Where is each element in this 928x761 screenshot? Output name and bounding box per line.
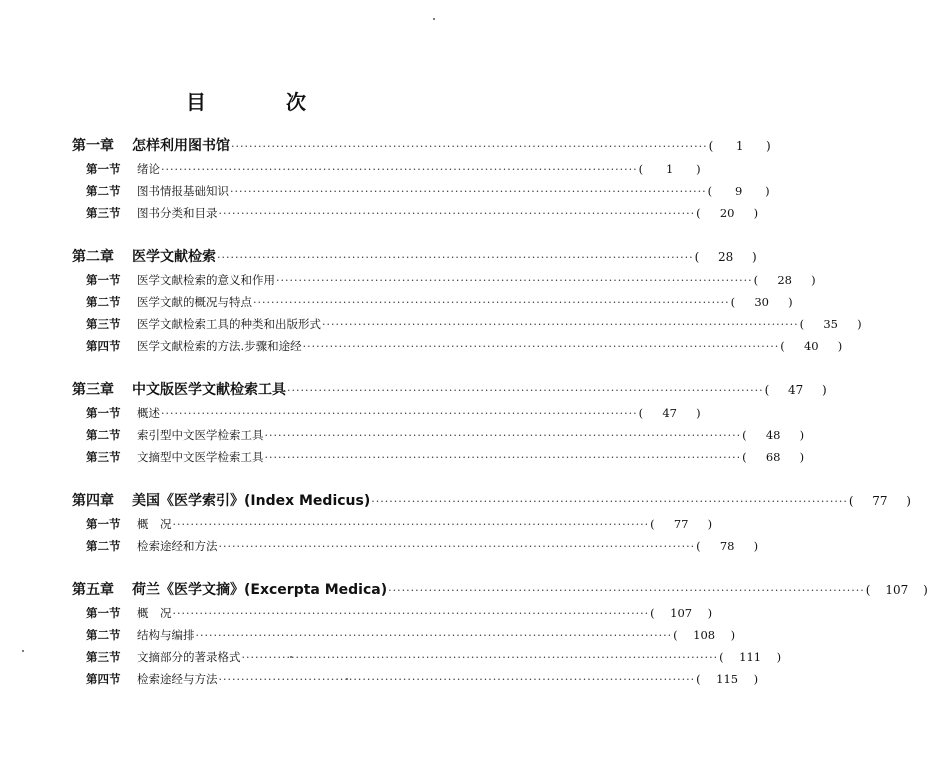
toc-section-row[interactable] (72, 269, 816, 291)
section-number: 第一节 (86, 517, 121, 531)
toc-section-row[interactable] (72, 402, 701, 424)
section-title: 文摘型中文医学检索工具 (137, 450, 264, 464)
page-number: ( 30 ) (730, 295, 793, 309)
section-title: 医学文献检索的意义和作用 (137, 273, 275, 287)
section-title: 文摘部分的著录格式 (137, 650, 241, 664)
toc-chapter-row[interactable] (72, 134, 771, 158)
page-number: ( 1 ) (638, 162, 701, 176)
toc-section-row[interactable] (72, 624, 736, 646)
page-number: ( 78 ) (696, 539, 759, 553)
page-number: ( 47 ) (764, 383, 827, 397)
scan-speck (433, 18, 435, 20)
toc-section-row[interactable] (72, 180, 770, 202)
chapter-number: 第一章 (72, 138, 114, 154)
page-number: ( 108 ) (673, 628, 736, 642)
dot-leader (276, 270, 753, 292)
section-number: 第二节 (86, 428, 121, 442)
page-number: ( 20 ) (696, 206, 759, 220)
chapter-title: 中文版医学文献检索工具 (132, 382, 286, 398)
section-number: 第三节 (86, 450, 121, 464)
chapter-title: 荷兰《医学文摘》(Excerpta Medica) (132, 582, 388, 598)
page-number: ( 35 ) (799, 317, 862, 331)
section-number: 第二节 (86, 184, 121, 198)
scan-speck (22, 650, 24, 652)
dot-leader (231, 135, 708, 159)
toc-section-row[interactable] (72, 646, 782, 668)
toc-chapter-row[interactable] (72, 245, 757, 269)
dot-leader (230, 181, 707, 203)
chapter-title: 怎样利用图书馆 (132, 138, 230, 154)
section-title: 医学文献检索的方法.步骤和途经 (137, 339, 302, 353)
section-number: 第三节 (86, 650, 121, 664)
page-number: ( 107 ) (650, 606, 713, 620)
dot-leader (219, 203, 696, 225)
dot-leader (371, 490, 848, 514)
dot-leader (242, 647, 719, 669)
section-title: 绪论 (137, 162, 160, 176)
scan-speck (346, 678, 348, 680)
chapter-title: 美国《医学索引》(Index Medicus) (132, 493, 371, 509)
dot-leader (173, 603, 650, 625)
chapter-number: 第五章 (72, 582, 114, 598)
page-number: ( 77 ) (650, 517, 713, 531)
page-number: ( 77 ) (848, 494, 911, 508)
table-of-contents (72, 134, 928, 711)
dot-leader (287, 379, 764, 403)
toc-section-row[interactable] (72, 158, 701, 180)
toc-chapter-row[interactable] (72, 489, 911, 513)
section-number: 第一节 (86, 406, 121, 420)
chapter-number: 第三章 (72, 382, 114, 398)
section-number: 第三节 (86, 206, 121, 220)
page-number: ( 47 ) (638, 406, 701, 420)
toc-section-row[interactable] (72, 202, 759, 224)
section-number: 第二节 (86, 295, 121, 309)
page-number: ( 68 ) (742, 450, 805, 464)
section-title: 图书情报基础知识 (137, 184, 229, 198)
section-number: 第一节 (86, 162, 121, 176)
toc-section-row[interactable] (72, 424, 805, 446)
dot-leader (322, 314, 799, 336)
chapter-number: 第二章 (72, 249, 114, 265)
section-number: 第一节 (86, 273, 121, 287)
scan-speck (290, 656, 292, 658)
dot-leader (217, 246, 694, 270)
chapter-title: 医学文献检索 (132, 249, 216, 265)
page-number: ( 40 ) (780, 339, 843, 353)
section-title: 检索途经和方法 (137, 539, 218, 553)
page-number: ( 1 ) (708, 139, 771, 153)
dot-leader (265, 447, 742, 469)
page-number: ( 9 ) (707, 184, 770, 198)
page-title: 目 次 (186, 90, 336, 114)
dot-leader (173, 514, 650, 536)
page-number: ( 28 ) (694, 250, 757, 264)
toc-chapter-row[interactable] (72, 378, 827, 402)
section-title: 医学文献的概况与特点 (137, 295, 252, 309)
toc-chapter (72, 378, 827, 468)
dot-leader (219, 536, 696, 558)
section-title: 概 况 (137, 517, 172, 531)
section-title: 结构与编排 (137, 628, 195, 642)
toc-section-row[interactable] (72, 602, 713, 624)
chapter-number: 第四章 (72, 493, 114, 509)
dot-leader (303, 336, 780, 358)
dot-leader (219, 669, 696, 691)
toc-chapter (72, 134, 771, 224)
section-title: 概 况 (137, 606, 172, 620)
toc-section-row[interactable] (72, 335, 843, 357)
toc-section-row[interactable] (72, 535, 759, 557)
page-number: ( 48 ) (742, 428, 805, 442)
toc-chapter (72, 245, 862, 357)
section-number: 第四节 (86, 672, 121, 686)
toc-chapter (72, 578, 928, 690)
toc-section-row[interactable] (72, 513, 713, 535)
toc-section-row[interactable] (72, 291, 793, 313)
dot-leader (265, 425, 742, 447)
toc-section-row[interactable] (72, 668, 759, 690)
section-number: 第三节 (86, 317, 121, 331)
dot-leader (253, 292, 730, 314)
toc-section-row[interactable] (72, 313, 862, 335)
section-title: 检索途经与方法 (137, 672, 218, 686)
section-number: 第四节 (86, 339, 121, 353)
dot-leader (388, 579, 865, 603)
toc-chapter-row[interactable] (72, 578, 928, 602)
page-number: ( 28 ) (753, 273, 816, 287)
dot-leader (196, 625, 673, 647)
section-number: 第二节 (86, 539, 121, 553)
section-title: 索引型中文医学检索工具 (137, 428, 264, 442)
section-title: 图书分类和目录 (137, 206, 218, 220)
section-title: 医学文献检索工具的种类和出版形式 (137, 317, 321, 331)
section-number: 第二节 (86, 628, 121, 642)
page-number: ( 115 ) (696, 672, 759, 686)
dot-leader (161, 159, 638, 181)
page-number: ( 107 ) (865, 583, 928, 597)
page-number: ( 111 ) (719, 650, 782, 664)
section-title: 概述 (137, 406, 160, 420)
toc-chapter (72, 489, 911, 557)
toc-section-row[interactable] (72, 446, 805, 468)
section-number: 第一节 (86, 606, 121, 620)
dot-leader (161, 403, 638, 425)
